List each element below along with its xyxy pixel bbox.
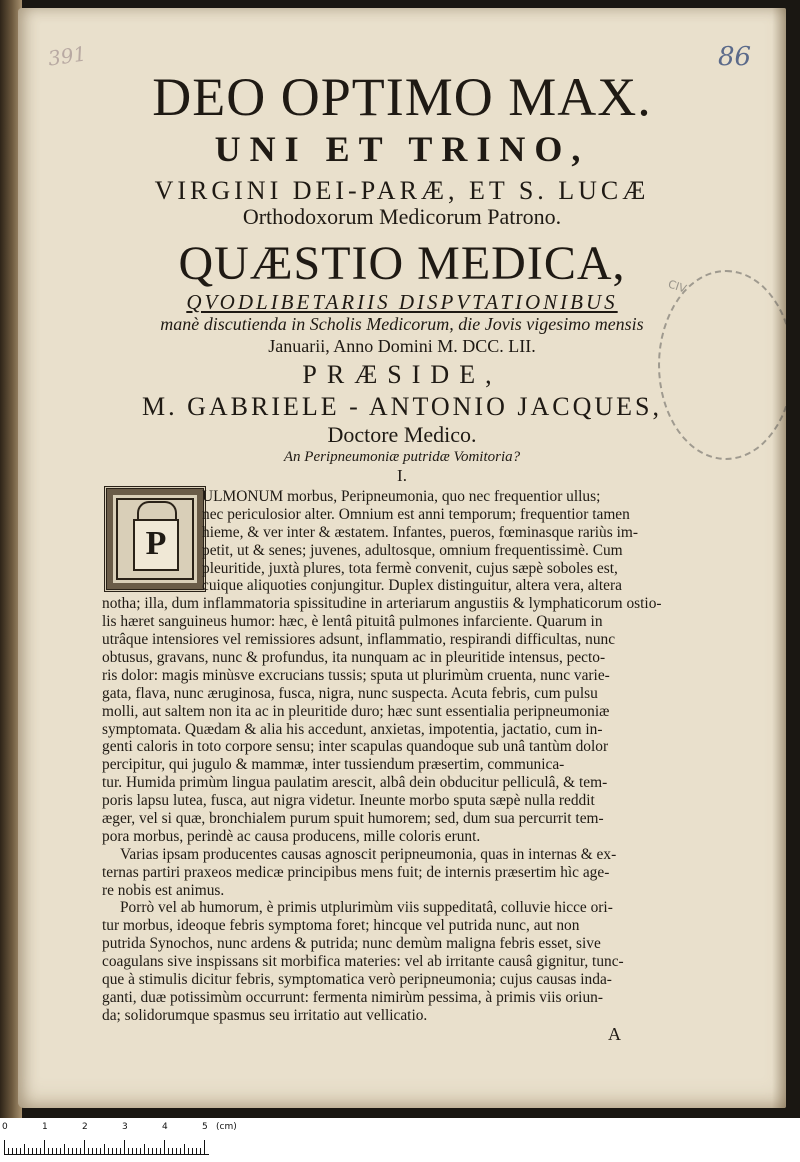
handwritten-folio-number: 86 <box>718 42 752 72</box>
ruler-tick <box>140 1148 141 1154</box>
ruler-tick <box>24 1144 25 1154</box>
body-line: nec periculosior alter. Omnium est anni temporum; frequentior tamen <box>202 505 630 523</box>
ruler-label: 3 <box>122 1122 128 1132</box>
ruler-tick <box>128 1148 129 1154</box>
body-line: coagulans sive inspissans sit morbifica materies: vel ab irritante causâ gignitur, tunc- <box>102 953 624 971</box>
signature-mark: A <box>608 1024 621 1044</box>
page-edge-shadow <box>772 8 786 1108</box>
body-line: da; solidorumque spasmus seu irritatio aut vellicatio. <box>102 1006 428 1024</box>
ruler-tick <box>132 1148 133 1154</box>
ruler-tick <box>92 1148 93 1154</box>
body-line: cuique aliquoties conjungitur. Duplex distinguitur, altera vera, altera <box>202 577 622 595</box>
body-line: obtusus, gravans, nunc & profundus, ita nunquam ac in pleuritide intensus, pecto- <box>102 649 606 667</box>
body-line: æger, vel si quæ, bronchialem purum spuit humorem; sed, dum sua percurrit tem- <box>102 810 604 828</box>
ruler-tick <box>8 1148 9 1154</box>
ruler-tick <box>108 1148 109 1154</box>
ruler-tick <box>156 1148 157 1154</box>
praeside-heading: PRÆSIDE, <box>302 360 502 389</box>
ruler-tick <box>116 1148 117 1154</box>
date-line-1: manè discutienda in Scholis Medicorum, die Jovis vigesimo mensis <box>160 314 644 334</box>
ruler-tick <box>120 1148 121 1154</box>
ruler-label: 1 <box>42 1122 48 1132</box>
ruler-tick <box>192 1148 193 1154</box>
thesis-heading: QUÆSTIO MEDICA, <box>178 237 626 290</box>
body-line: que à stimulis dicitur febris, symptomatica verò peripneumonia; cujus causas inda- <box>102 971 612 989</box>
body-line: Varias ipsam producentes causas agnoscit peripneumonia, quas in internas & ex- <box>120 845 617 863</box>
body-line: ULMONUM morbus, Peripneumonia, quo nec frequentior ullus; <box>202 488 601 505</box>
body-line: lis hæret sanguineus humor: hæc, è lentâ pituitâ pulmones infarciente. Quarum in <box>102 613 603 631</box>
body-line: gata, flava, nunc æruginosa, fusca, nigra, nunc suspecta. Acuta febris, cum pulsu <box>102 684 598 702</box>
ruler-tick <box>160 1148 161 1154</box>
ruler-tick <box>200 1148 201 1154</box>
measurement-ruler <box>0 1118 800 1162</box>
body-line: symptomata. Quædam & alia his accedunt, anxietas, impotentia, jactatio, cum in- <box>102 720 603 738</box>
ruler-tick <box>28 1148 29 1154</box>
ruler-label: 0 <box>2 1122 8 1132</box>
body-line: ganti, duæ potissimùm occurrunt: fermenta nimirùm pessima, à primis viis oriun- <box>102 988 603 1006</box>
ruler-label: 5 <box>202 1122 208 1132</box>
ruler-tick <box>180 1148 181 1154</box>
ruler-tick <box>44 1140 45 1154</box>
stamp-text: CIV <box>666 277 689 296</box>
dedication-line-1: DEO OPTIMO MAX. <box>152 67 652 127</box>
body-line: ris dolor: magis minùsve excrucians tussis; sputa ut plurimùm cruenta, nunc varie- <box>102 666 610 684</box>
ruler-tick <box>12 1148 13 1154</box>
ruler-tick <box>112 1148 113 1154</box>
ruler-tick <box>56 1148 57 1154</box>
body-line: pora morbus, perindè ac causa producens, mille coloris erunt. <box>102 827 481 845</box>
ruler-tick <box>148 1148 149 1154</box>
library-shelfmark: 391 <box>46 41 88 71</box>
ruler-tick <box>196 1148 197 1154</box>
body-line: poris lapsu lutea, fusca, aut nigra videtur. Ineunte morbo sputa sæpè nulla reddit <box>102 792 595 810</box>
ruler-label: 2 <box>82 1122 88 1132</box>
ruler-tick <box>204 1140 205 1154</box>
ruler-tick <box>72 1148 73 1154</box>
ruler-label: (cm) <box>216 1122 237 1132</box>
president-name: M. GABRIELE - ANTONIO JACQUES, <box>142 392 662 421</box>
ruler-tick <box>48 1148 49 1154</box>
body-line: putrida Synochos, nunc ardens & putrida; nunc demùm maligna febris esset, sive <box>102 935 601 953</box>
ruler-tick <box>68 1148 69 1154</box>
dedication-line-2: UNI ET TRINO, <box>214 129 590 169</box>
body-text <box>102 488 692 1025</box>
initial-letter: P <box>145 525 167 562</box>
ruler-label: 4 <box>162 1122 168 1132</box>
ruler-tick <box>164 1140 165 1154</box>
body-line: re nobis est animus. <box>102 881 225 899</box>
ruler-tick <box>4 1140 5 1154</box>
body-line: percipitur, qui jugulo & mammæ, inter tussiendum præsertim, communica- <box>102 756 565 774</box>
ruler-tick <box>16 1148 17 1154</box>
body-line: petit, ut & senes; juvenes, adultosque, omnium frequentissimè. Cum <box>202 541 623 559</box>
body-line: pleuritide, juxtà plures, tota fermè convenit, cujus sæpè soboles est, <box>202 559 618 577</box>
dedication-line-4: Orthodoxorum Medicorum Patrono. <box>242 204 562 229</box>
book-page <box>18 8 786 1108</box>
ruler-tick <box>188 1148 189 1154</box>
body-line: hieme, & ver inter & æstatem. Infantes, pueros, fœminasque rariùs im- <box>202 523 638 541</box>
ruler-tick <box>172 1148 173 1154</box>
ruler-tick <box>52 1148 53 1154</box>
library-stamp <box>658 270 786 460</box>
ruler-tick <box>84 1140 85 1154</box>
ruler-tick <box>60 1148 61 1154</box>
ruler-tick <box>144 1144 145 1154</box>
ruler-tick <box>88 1148 89 1154</box>
ruler-tick <box>136 1148 137 1154</box>
body-line: utrâque intensiores vel remissiores adsunt, inflammatio, respirandi difficultas, nunc <box>102 631 616 649</box>
ruler-tick <box>64 1144 65 1154</box>
ruler-tick <box>76 1148 77 1154</box>
ruler-tick <box>20 1148 21 1154</box>
date-line-2: Januarii, Anno Domini M. DCC. LII. <box>268 336 536 356</box>
ruler-tick <box>168 1148 169 1154</box>
dedication-line-3: VIRGINI DEI-PARÆ, ET S. LUCÆ <box>154 176 650 205</box>
thesis-question: An Peripneumoniæ putridæ Vomitoria? <box>283 449 521 465</box>
body-line: tur. Humida primùm lingua paulatim arescit, albâ dein obducitur pelliculâ, & tem- <box>102 774 608 792</box>
body-line: ternas partiri praxeos medicæ principibus mens fuit; de internis præsertim hìc age- <box>102 863 610 881</box>
ruler-tick <box>40 1148 41 1154</box>
body-line: molli, aut saltem non ita ac in pleuritide duro; hæc sunt essentialia peripneumoniæ <box>102 702 610 720</box>
ruler-tick <box>100 1148 101 1154</box>
body-line: tur morbus, ideoque febris symptoma foret; hincque vel putrida nunc, aut non <box>102 917 580 935</box>
ruler-tick <box>124 1140 125 1154</box>
ruler-tick <box>152 1148 153 1154</box>
body-line: notha; illa, dum inflammatoria spissitudine in arteriarum angustiis & lymphaticorum ostio- <box>102 595 662 613</box>
ruler-tick <box>32 1148 33 1154</box>
ruler-tick <box>184 1144 185 1154</box>
president-title: Doctore Medico. <box>327 422 477 447</box>
ruler-baseline <box>4 1154 209 1155</box>
body-line: genti caloris in toto corpore sensu; inter scapulas quandoque sub unâ tantùm dolor <box>102 738 609 756</box>
ruler-tick <box>176 1148 177 1154</box>
body-line: Porrò vel ab humorum, è primis utplurimùm viis suppeditatâ, colluvie hicce ori- <box>120 899 613 917</box>
disputation-line: QVODLIBETARIIS DISPVTATIONIBUS <box>186 290 618 314</box>
ruler-tick <box>80 1148 81 1154</box>
section-number: I. <box>397 466 407 485</box>
ruler-tick <box>96 1148 97 1154</box>
ruler-tick <box>104 1144 105 1154</box>
ruler-tick <box>36 1148 37 1154</box>
